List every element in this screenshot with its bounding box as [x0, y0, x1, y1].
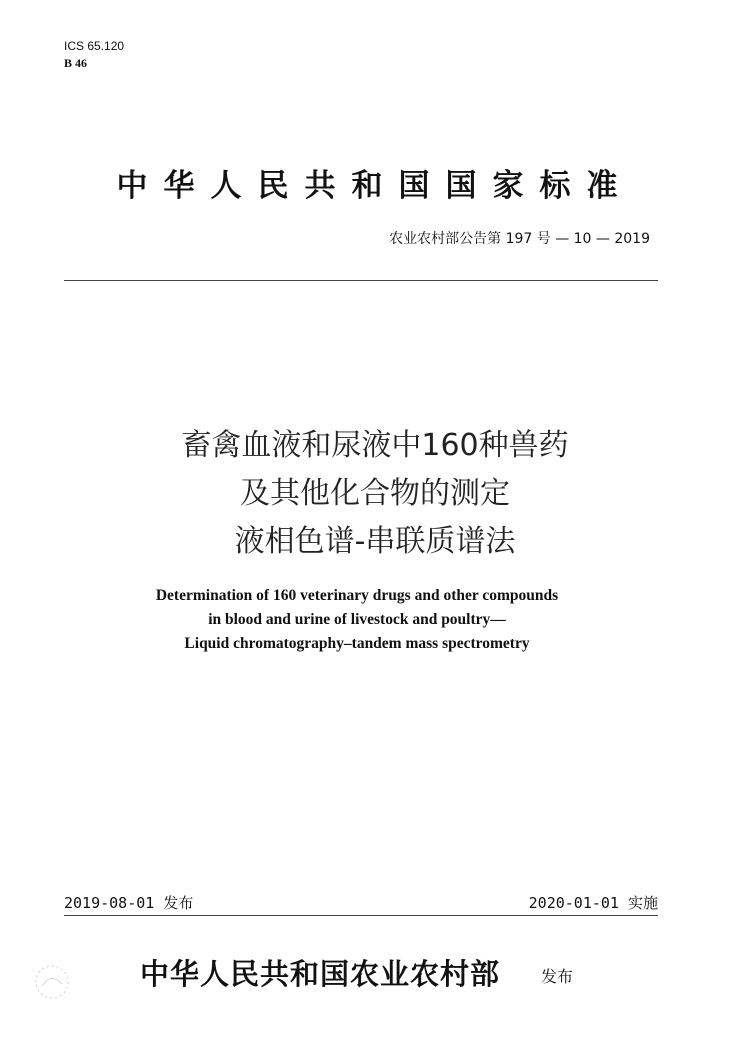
english-title-line-3: Liquid chromatography–tandem mass spectrometry	[184, 635, 530, 652]
chinese-title-line-1: 畜禽血液和尿液中160种兽药	[181, 428, 569, 463]
top-divider	[64, 280, 658, 281]
chinese-title-line-3: 液相色谱-串联质谱法	[234, 524, 516, 559]
english-title-line-2: in blood and urine of livestock and poultry—	[208, 611, 506, 628]
issuing-authority: 中华人民共和国农业农村部	[140, 957, 501, 991]
english-title-line-1: Determination of 160 veterinary drugs and other compounds	[155, 587, 559, 604]
chinese-title	[0, 422, 750, 566]
chinese-title-line-2: 及其他化合物的测定	[240, 476, 510, 511]
english-title	[0, 584, 714, 656]
ccs-code: B 46	[64, 56, 88, 70]
standard-number: 农业农村部公告第 197 号 — 10 — 2019	[389, 231, 650, 247]
faint-stamp-mark	[30, 960, 74, 1004]
implement-date: 2020-01-01 实施	[528, 894, 658, 912]
ics-code: ICS 65.120	[64, 39, 125, 53]
publish-date: 2019-08-01 发布	[64, 894, 194, 912]
bottom-divider	[64, 915, 658, 916]
issue-label: 发布	[541, 967, 574, 986]
standard-category-title: 中华人民共和国国家标准	[116, 168, 634, 204]
classification-codes	[64, 38, 124, 72]
